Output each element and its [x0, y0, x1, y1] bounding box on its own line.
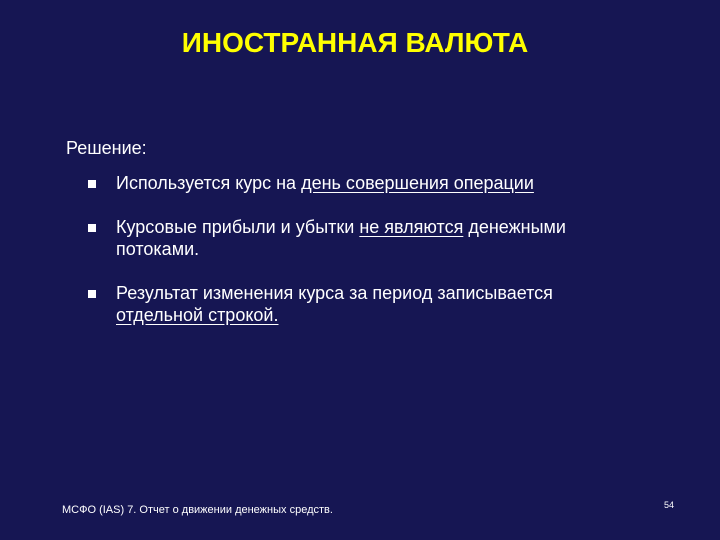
- intro-label: Решение:: [66, 138, 147, 158]
- bullet-item: [84, 282, 644, 326]
- bullet-item: [84, 172, 644, 194]
- square-bullet-icon: [88, 180, 96, 188]
- bullet-text: Курсовые прибыли и убытки: [116, 217, 360, 237]
- square-bullet-icon: [88, 224, 96, 232]
- bullet-text: денежными потоками.: [116, 217, 566, 259]
- slide-title: ИНОСТРАННАЯ ВАЛЮТА: [181, 27, 529, 58]
- bullet-underlined-text: не являются: [359, 217, 464, 237]
- footer-text: МСФО (IAS) 7. Отчет о движении денежных средств.: [62, 504, 333, 516]
- bullet-underlined-text: отдельной строкой.: [116, 305, 279, 325]
- bullet-text: Результат изменения курса за период записывается: [116, 283, 553, 303]
- bullet-underlined-text: день совершения операции: [301, 173, 534, 193]
- bullet-item: [84, 216, 644, 260]
- page-number: 54: [664, 500, 675, 510]
- square-bullet-icon: [88, 290, 96, 298]
- bullet-text: Используется курс на: [116, 173, 302, 193]
- bullet-list: [84, 172, 644, 348]
